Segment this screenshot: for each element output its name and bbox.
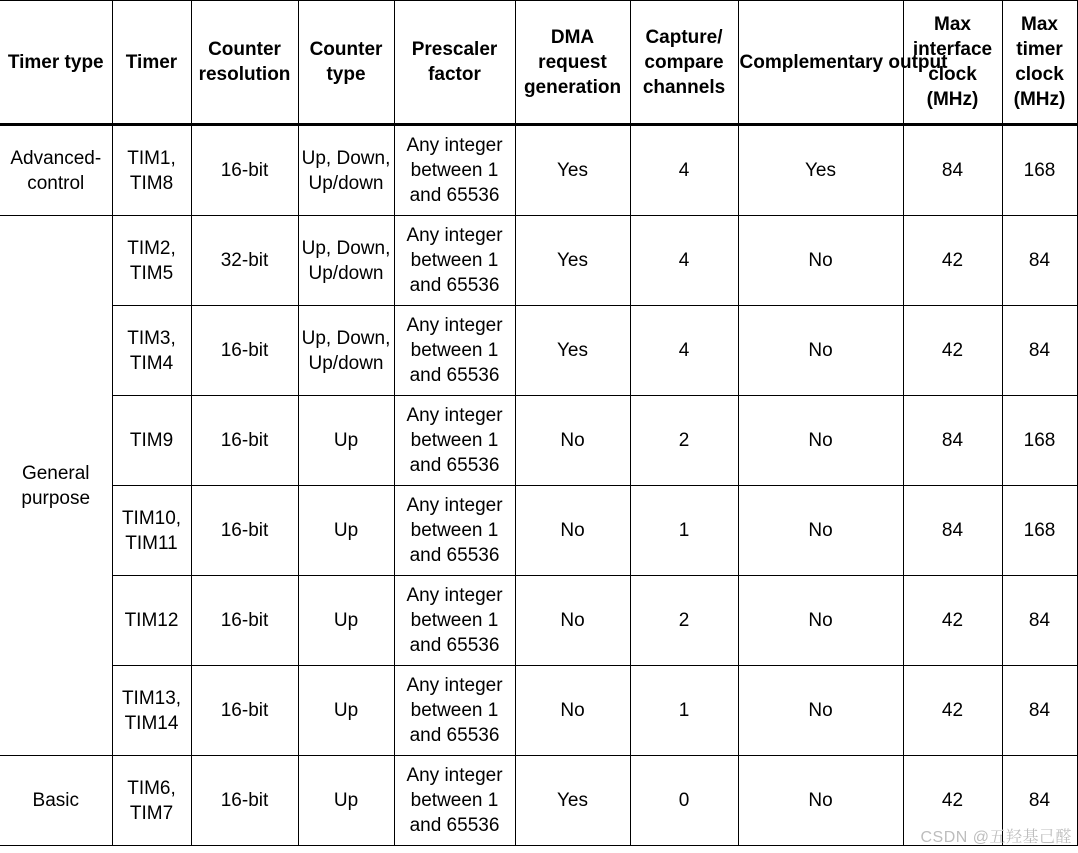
cell-dma: Yes (515, 306, 630, 396)
cell-channels: 1 (630, 666, 738, 756)
table-row (0, 306, 1077, 396)
cell-timer: TIM12 (112, 576, 191, 666)
cell-complementary: No (738, 666, 903, 756)
cell-prescaler: Any integer between 1 and 65536 (394, 125, 515, 216)
cell-max-timer-clock: 84 (1002, 576, 1077, 666)
cell-max-interface-clock: 42 (903, 666, 1002, 756)
cell-prescaler: Any integer between 1 and 65536 (394, 576, 515, 666)
cell-max-interface-clock: 84 (903, 396, 1002, 486)
table-row (0, 125, 1077, 216)
cell-channels: 2 (630, 576, 738, 666)
cell-timer: TIM2, TIM5 (112, 216, 191, 306)
cell-max-timer-clock: 168 (1002, 486, 1077, 576)
cell-resolution: 16-bit (191, 666, 298, 756)
cell-complementary: No (738, 756, 903, 846)
cell-counter-type: Up, Down, Up/down (298, 306, 394, 396)
cell-resolution: 16-bit (191, 396, 298, 486)
cell-counter-type: Up, Down, Up/down (298, 125, 394, 216)
cell-counter-type: Up, Down, Up/down (298, 216, 394, 306)
cell-channels: 0 (630, 756, 738, 846)
group-advanced-control: Advanced-control (0, 125, 112, 216)
cell-channels: 2 (630, 396, 738, 486)
cell-prescaler: Any integer between 1 and 65536 (394, 216, 515, 306)
cell-complementary: No (738, 576, 903, 666)
cell-counter-type: Up (298, 756, 394, 846)
table-row (0, 756, 1077, 846)
cell-max-timer-clock: 84 (1002, 216, 1077, 306)
cell-max-interface-clock: 42 (903, 756, 1002, 846)
cell-max-timer-clock: 84 (1002, 756, 1077, 846)
cell-channels: 4 (630, 306, 738, 396)
header-prescaler-factor: Prescaler factor (394, 1, 515, 125)
header-timer-type: Timer type (0, 1, 112, 125)
cell-prescaler: Any integer between 1 and 65536 (394, 666, 515, 756)
header-counter-type: Counter type (298, 1, 394, 125)
header-max-timer-clock: Max timer clock (MHz) (1002, 1, 1077, 125)
cell-max-interface-clock: 84 (903, 125, 1002, 216)
group-basic: Basic (0, 756, 112, 846)
cell-complementary: No (738, 486, 903, 576)
cell-max-timer-clock: 84 (1002, 306, 1077, 396)
cell-max-timer-clock: 84 (1002, 666, 1077, 756)
cell-channels: 1 (630, 486, 738, 576)
cell-dma: No (515, 396, 630, 486)
cell-complementary: Yes (738, 125, 903, 216)
table-row (0, 666, 1077, 756)
cell-prescaler: Any integer between 1 and 65536 (394, 756, 515, 846)
cell-timer: TIM6, TIM7 (112, 756, 191, 846)
cell-max-timer-clock: 168 (1002, 125, 1077, 216)
cell-counter-type: Up (298, 396, 394, 486)
cell-timer: TIM1, TIM8 (112, 125, 191, 216)
cell-dma: No (515, 576, 630, 666)
cell-resolution: 32-bit (191, 216, 298, 306)
cell-max-interface-clock: 84 (903, 486, 1002, 576)
cell-complementary: No (738, 216, 903, 306)
table-row (0, 486, 1077, 576)
table-row (0, 216, 1077, 306)
cell-complementary: No (738, 396, 903, 486)
header-row (0, 1, 1077, 125)
cell-dma: Yes (515, 125, 630, 216)
cell-resolution: 16-bit (191, 125, 298, 216)
cell-max-interface-clock: 42 (903, 576, 1002, 666)
cell-resolution: 16-bit (191, 756, 298, 846)
cell-max-interface-clock: 42 (903, 216, 1002, 306)
group-general-purpose: General purpose (0, 216, 112, 756)
cell-timer: TIM9 (112, 396, 191, 486)
cell-counter-type: Up (298, 486, 394, 576)
table-row (0, 576, 1077, 666)
cell-max-timer-clock: 168 (1002, 396, 1077, 486)
cell-prescaler: Any integer between 1 and 65536 (394, 396, 515, 486)
cell-resolution: 16-bit (191, 486, 298, 576)
header-capture-compare-channels: Capture/ compare channels (630, 1, 738, 125)
cell-prescaler: Any integer between 1 and 65536 (394, 306, 515, 396)
cell-counter-type: Up (298, 666, 394, 756)
cell-dma: No (515, 486, 630, 576)
header-complementary-output: Complementary output (738, 1, 903, 125)
cell-dma: Yes (515, 756, 630, 846)
header-counter-resolution: Counter resolution (191, 1, 298, 125)
cell-resolution: 16-bit (191, 576, 298, 666)
header-max-interface-clock: Max interface clock (MHz) (903, 1, 1002, 125)
cell-dma: Yes (515, 216, 630, 306)
cell-timer: TIM10, TIM11 (112, 486, 191, 576)
table-row (0, 396, 1077, 486)
cell-channels: 4 (630, 216, 738, 306)
cell-complementary: No (738, 306, 903, 396)
cell-max-interface-clock: 42 (903, 306, 1002, 396)
cell-counter-type: Up (298, 576, 394, 666)
cell-timer: TIM3, TIM4 (112, 306, 191, 396)
header-timer: Timer (112, 1, 191, 125)
cell-prescaler: Any integer between 1 and 65536 (394, 486, 515, 576)
cell-timer: TIM13, TIM14 (112, 666, 191, 756)
cell-resolution: 16-bit (191, 306, 298, 396)
watermark: CSDN @五羟基己醛 (920, 829, 1072, 846)
cell-dma: No (515, 666, 630, 756)
header-dma-request-generation: DMA request generation (515, 1, 630, 125)
cell-channels: 4 (630, 125, 738, 216)
